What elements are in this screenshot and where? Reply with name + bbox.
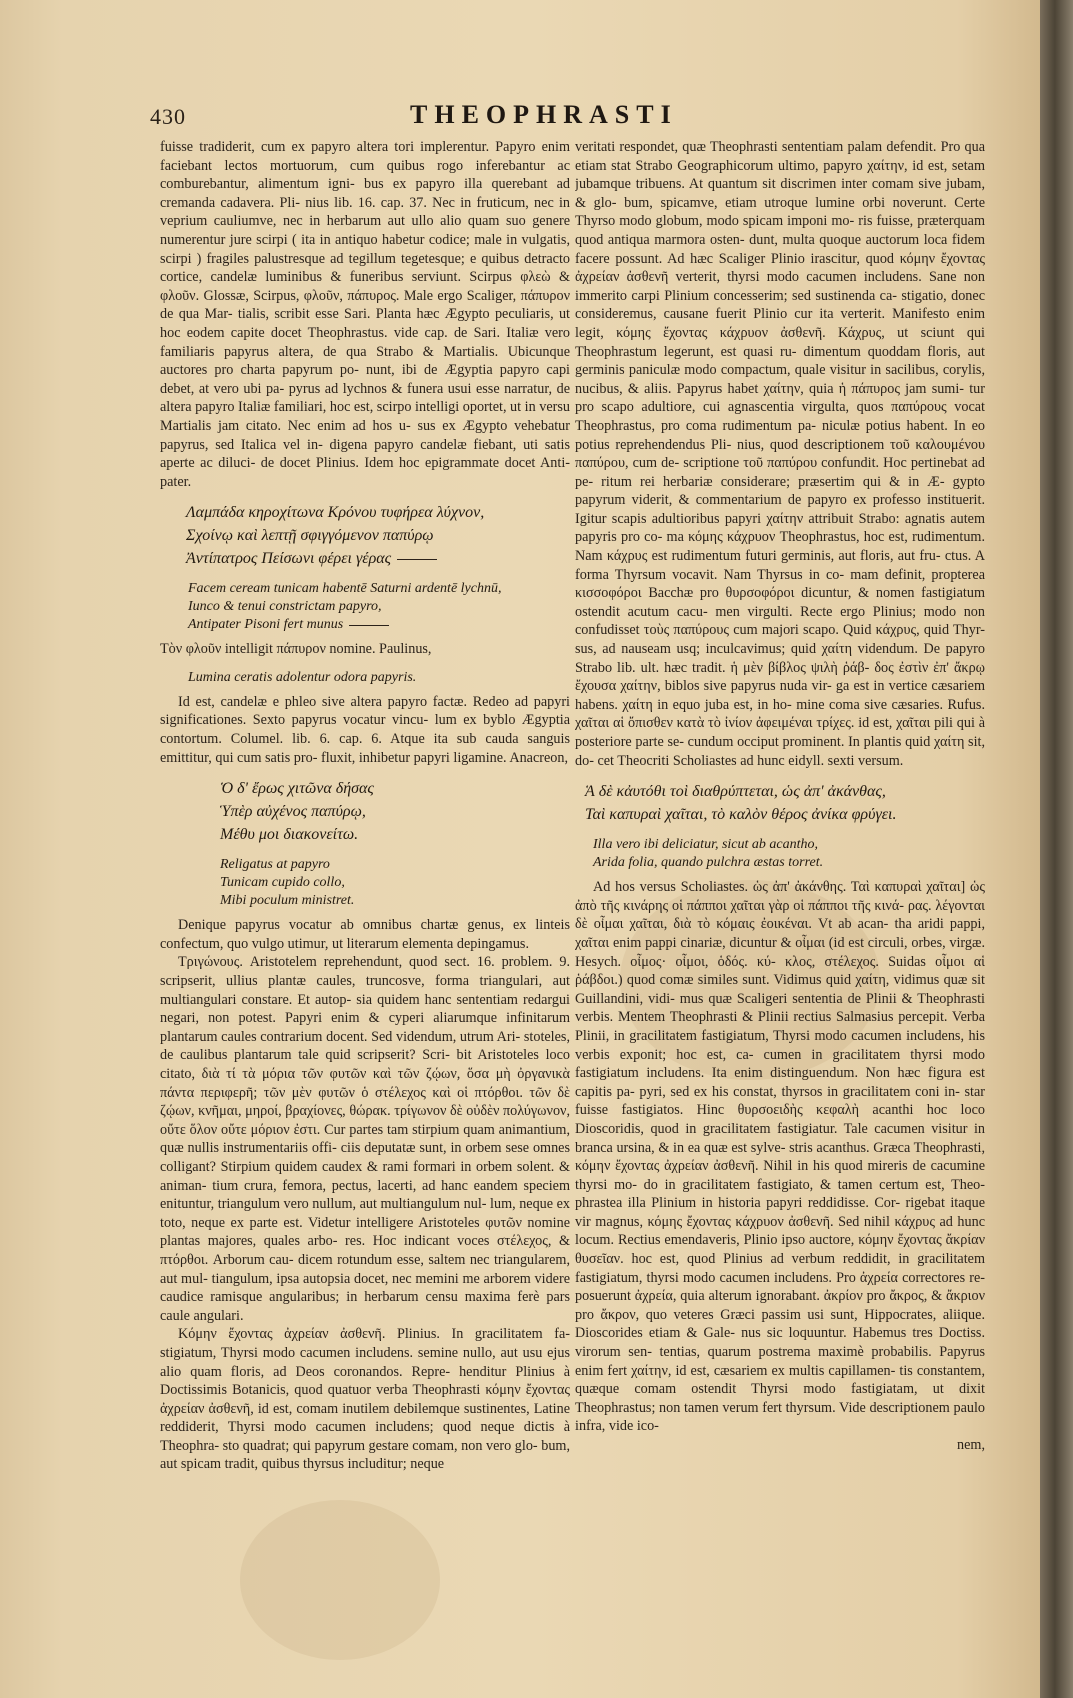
verse-line: Σχοίνῳ καὶ λεπτῇ σφιγγόμενον παπύρῳ xyxy=(186,527,434,545)
verse-line: Arida folia, quando pulchra æstas torret. xyxy=(593,855,824,871)
latin-translation xyxy=(188,580,570,634)
verse-line: Ἁ δὲ κἀυτόθι τοὶ διαθρύπτεται, ὡς ἀπ' ἀκάνθας, xyxy=(585,783,886,801)
verse-line: Ἀντίπατρος Πείσωνι φέρει γέρας xyxy=(186,547,570,570)
verse-line: Ὑπὲρ αὐχένος παπύρῳ, xyxy=(220,803,366,821)
anacreon-greek xyxy=(220,777,570,846)
greek-epigram xyxy=(186,501,570,570)
verse-line: Lumina ceratis adolentur odora papyris. xyxy=(188,669,417,685)
verse-line: Antipater Pisoni fert munus xyxy=(188,616,570,634)
left-column xyxy=(160,138,570,1688)
page-header xyxy=(150,100,1030,138)
verse-line: Ταὶ καπυραὶ χαῖται, τὸ καλὸν θέρος ἀνίκα φρύγει. xyxy=(585,806,897,824)
paragraph: Id est, candelæ e phleo sive altera papyro factæ. Redeo ad papyri significationes. Sexto papyrus vocatur vincu- lum ex byblo Ægyptia contortum. Columel. lib. 6. cap. 6. Atque ita sub cauda sanguis emittitur, qui cum satis pro- fluxit, inhibetur papyri ligamine. Anacreon, xyxy=(160,693,570,766)
verse-line: Illa vero ibi deliciatur, sicut ab acantho, xyxy=(593,837,819,853)
verse-line: Facem ceream tunicam habentē Saturni ardentē lychnū, xyxy=(188,581,502,597)
verse-line: Λαμπάδα κηρoχίτωνα Κρόνου τυφήρεα λύχνον, xyxy=(186,504,485,522)
dash-rule xyxy=(349,625,389,626)
paragraph: Τριγώνους. Aristotelem reprehendunt, quod sect. 16. problem. 9. scripserit, ullius plantæ caules, truncosve, forma triangulari, aut multiangulari constare. Et autop- sia quidem hanc sententiam redargui negari, non potest. Papyri enim & cyperi aliarumque infinitarum plantarum caules contrarium docent. Sed videndum, utrum Ari- stoteles, de caulibus plantarum tale quid scripserit? Scri- bit Aristoteles loco citato, διὰ τί τὰ μόρια τῶν φυτῶν καὶ τῶν ζῴων, ὅσα μὴ ὀργανικὰ πάντα περιφερῆ; τῶν μὲν φυτῶν ὁ στέλεχος καὶ οἱ πτόρθοι. τῶν δὲ ζῴων, κνῆμαι, μηροί, βραχίονες, θώρακ. τρίγωνον δὲ οὐδὲν πολύγωνον, οὔτε ὅλον οὔτε μόριον ἐστι. Cur partes tam stirpium quam animantium, quæ nullis instrumentariis offi- ciis deputatæ sunt, in orbem sese omnes colligant? Stirpium quidem caudex & rami formari in orbem solent. & animan- tium crura, femora, pectus, lacerti, ad hanc eandem speciem enituntur, triangulum vero nullum, aut multiangulum nul- lum, neque ex toto, neque ex parte est. Videtur intelligere Aristoteles φυτῶν nomine plantas majores, quales arbo- res. Hoc indicant voces στέλεχος, & πτόρθοι. Arborum cau- dicem rotundum esse, saltem nec triangularem, aut mul- tiangulum, ipsa autopsia docet, nec memini me arborem videre caudice ramisque angularibus; in herbarum censu maxima ferè pars caule angulari. xyxy=(160,954,570,1324)
verse-line: Μέθυ μοι διακονείτω. xyxy=(220,826,359,844)
verse-line: Tunicam cupido collo, xyxy=(220,875,345,891)
catchword: nem, xyxy=(957,1437,985,1453)
dash-rule xyxy=(397,559,437,560)
verse-line: Ὁ δ' ἔρως χιτῶνα δήσας xyxy=(220,780,374,798)
running-title: THEOPHRASTI xyxy=(410,100,678,129)
theocritus-greek xyxy=(585,780,985,826)
paragraph: veritati respondet, quæ Theophrasti sententiam palam defendit. Pro qua etiam stat Strabo Geographicorum ultimo, papyro χαίτην, id est, setam jubamque tribuens. At quantum sit discrimen inter comam sive jubam, & glo- bum, spicamve, etiam utroque lumine orbi noverunt. Certe Thyrso modo globum, modo spicam imponi mo- ris fuisse, præterquam quod antiqua marmora osten- dunt, multa quoque auctorum loca fidem facere possunt. Ad hæc Scaliger Plinio irascitur, quod κόμην ἔχοντας ἀχρείαν ἀσθενῆ verterit, thyrsi modo cacumen includens. Sane non immerito carpi Plinium concesserim; sed sustinenda ca- stigatio, donec consideremus, causane fuerit Plinio cur ita verterit. Manifesto enim legit, κόμης ἔχοντας κάχρυον ἀσθενῆ. Κάχρυς, ut sciunt qui Theophrastum legerunt, est quasi ru- dimentum quoddam floris, aut germinis paniculæ modo compactum, quale visitur in sacilibus, corylis, nucibus, & aliis. Papyrus habet χαίτην, quia ἡ πάπυρος jam sumi- tur pro scapo adultiore, cui agnascentia virgulta, quos παπύρους vocat Theophrastus, pro coma rudimentum pa- niculæ potius habent. In eo potius reprehendendus Pli- nius, quod descriptionem τοῦ καλουμένου παπύρου, cum de- scriptione τοῦ παπύρου confundit. Hoc pertinebat ad pe- ritum rei herbariæ considerare; præsertim qui & in Æ- gypto papyrum viderit, & commentarium de papyro ex professo instituerit. Igitur scapis adultioribus papyri χαίτην attribuit Strabo: agnatis autem papyris pro co- ma κόμης κάχρυον Theophrastus, hoc est, rudimentum. Nam κάχρυς est rudimentum futuri germinis, aut floris, aut fru- ctus. A forma Thyrsum vocavit. Nam Thyrsus in co- mam definit, propterea κισσοφόροι Bacchæ pro θυρσοφόροι dicuntur, & nomen fastigiatum ostendit acutum cacu- men virgulti. Recte ergo Plinius; modo non confudisset τοὺς παπύρους cum majori scapo. Quid κάχρυς, quid Thyr- sus, ad nauseam usq; inculcavimus; quid χαίτη videndum. De papyro Strabo lib. ult. hæc tradit. ἡ μὲν βίβλος ψιλὴ ῥάβ- δος ἐστὶν ἐπ' ἄκρῳ ἔχουσα χαίτην, biblos sive papyrus nuda vir- ga est in vertice cæsariem habens. χαίτη in equo juba est, in ho- mine coma sive cæsaries. Rufus. χαῖται αἱ ὄπισθεν κατὰ τὸ ἰνίον ἀφειμέναι τρίχες. id est, χαῖται pili qui à posteriore parte se- cundum occiput prominent. In plantis quid χαίτη sit, do- cet Theocriti Scholiastes ad hunc eidyll. sexti versum. xyxy=(575,139,985,769)
paragraph: Denique papyrus vocatur ab omnibus chartæ genus, ex linteis confectum, quo vulgo utimur, ut literarum elementa depingamus. xyxy=(160,917,570,952)
page-number: 430 xyxy=(150,104,186,129)
theocritus-latin xyxy=(593,836,985,872)
right-column xyxy=(575,138,985,1688)
verse-line: Iunco & tenui constrictam papyro, xyxy=(188,599,382,615)
verse-line: Religatus at papyro xyxy=(220,857,330,873)
book-gutter-edge xyxy=(1040,0,1073,1698)
paragraph: Τὸν φλοῦν intelligit πάπυρον nomine. Paulinus, xyxy=(160,641,432,658)
paragraph: fuisse tradiderit, cum ex papyro altera tori implerentur. Papyro enim faciebant lectos mortuorum, cum quibus rogo inferebantur ac comburebantur, alimentum igni- bus ex papyro illa querebant ad cremanda cadavera. Pli- nius lib. 16. cap. 37. Nec in fruticum, nec in veprium cauliumve, nec in herbarum aut ullo alio quam suo genere numerentur jure scirpi ( ita in antiquo habetur codice; male in vulgatis, scirpi ) fragiles palustresque ad tegillum tegetesque; e quibus detracto cortice, candelæ luminibus & funeribus serviunt. Scirpus φλεὼ & φλοῦν. Glossæ, Scirpus, φλοῦν, πάπυρος. Male ergo Scaliger, πάπυρον de qua Mar- tialis, scribit esse Sari. Planta hæc Ægypto peculiaris, ut hoc eodem capite docet Theophrastus. vide cap. de Sari. Italiæ vero familiaris papyrus altera, de qua Strabo & Martialis. Ubicunque auctores pro charta papyrum po- nunt, ibi de Ægyptia papyro capi debet, at vero ubi pa- pyrus ad lychnos & funera usui esse narratur, de altera papyro Italiæ familiari, hoc est, scirpo intelligi oportet, ut in versu Martialis jam citato. Nec enim ad hos u- sus ex Ægypto vehebatur papyrus, sed Italica vel in- digena papyro candelæ fiebant, uti satis aperte ac diluci- de docet Plinius. Idem hoc epigrammate docet Anti- pater. xyxy=(160,139,570,490)
verse-line: Mibi poculum ministret. xyxy=(220,893,355,909)
paragraph: Ad hos versus Scholiastes. ὡς ἀπ' ἀκάνθης. Ταὶ καπυραὶ χαῖται] ὡς ἀπὸ τῆς κινάρης οἱ πάπποι χαῖται γὰρ οἱ πάπποι τῆς κινά- ρας. λέγονται δὲ οἶμαι χαῖται, διὰ τὸ κόμαις ἐοικέναι. Vt ab acan- tha aridi pappi, χαῖται enim pappi cinariæ, dicuntur & οἶμαι (id est circuli, orbes, virgæ. Hesych. οἶμος· οἶμοι, ὁδός. κύ- κλος, στέλεχος. Suidas οἶμοι αἱ ῥάβδοι.) quod comæ similes sunt. Vidimus quid χαίτη, vidimus quæ sit Guillandini, vidi- mus quæ Scaligeri sententia de Plinii & Theophrasti verbis. Mentem Theophrasti & Plinii rectius Salmasius percepit. Verba Plinii, in gracilitatem fastigiatum, Thyrsi modo cacumen includens, his verbis exponit; hoc est, ca- cumen in gracilitatem thyrsi modo fastigiatum includens. Ita enim distinguendum. Non hæc figura est capitis pa- pyri, sed ex his constat, thyrsos in gracilitatem coni in- star fuisse fastigiatos. Hinc θυρσοειδὴς κεφαλὴ acanthi hoc loco Dioscoridis, quod in gracilitatem fastigiatur. Tale cacumen visitur in branca ursina, & in ea quæ est sylve- stris acanthus. Græca Theophrasti, κόμην ἔχοντας ἀχρείαν ἀσθενῆ. Nihil in his quod mireris de cacumine thyrsi mo- do in gracilitatem fastigiato, & tamen certum est, Theo- phrastea illa Plinium in historia papyri reddidisse. Cor- rigebat itaque vir magnus, κόμης ἔχοντας κάχρυον ἀσθενῆ. Sed nihil κάχρυς ad hunc locum. Rectius emendaveris, Plinio ipso auctore, κόμην ἔχοντας ἄκρίαν θυσεῖαν. hoc est, quod Plinius ad verbum reddidit, in gracilitatem fastigiatum, thyrsi modo cacumen includens. Pro ἀχρεία correctores re- posuerunt ἀχρεία, quia alterum ignorabant. ἀκρίον pro ἄκρος, & ἄκριον pro ἄκρον, quo veteres Græci passim usi sunt, Hippocrates, aliique. Dioscorides etiam & Gale- nus sic loquuntur. Habemus tres Doctiss. virorum sen- tentias, quarum postrema maximè probabilis. Papyrus enim fert χαίτην, id est, cæsariem ex multis capillamen- tis constantem, quæque comam ostendit Thyrsi modo fastigiatam, ut dixit Theophrastus; non tamen verum fert thyrsum. Vide descriptionem paulo infra, vide ico- xyxy=(575,879,985,1435)
anacreon-latin xyxy=(220,856,570,910)
paragraph: Κόμην ἔχοντας ἀχρείαν ἀσθενῆ. Plinius. In gracilitatem fa- stigiatum, Thyrsi modo cacumen includens. semine nullo, aut usu ejus alio quam floris, ad Deos coronandos. Repre- henditur Plinius à Doctissimis Botanicis, quod quatuor verba Theophrasti κόμην ἔχοντας ἀχρείαν ἀσθενῆ, id est, comam inutilem debilemque sustinentes, Latine reddiderit, Thyrsi modo cacumen includens; quod neque dictis à Theophra- sto quadrat; qui papyrum gestare comam, non vero glo- bum, aut spicam tradit, quibus thyrsus includitur; neque xyxy=(160,1326,570,1473)
paulinus-quote xyxy=(188,669,570,687)
